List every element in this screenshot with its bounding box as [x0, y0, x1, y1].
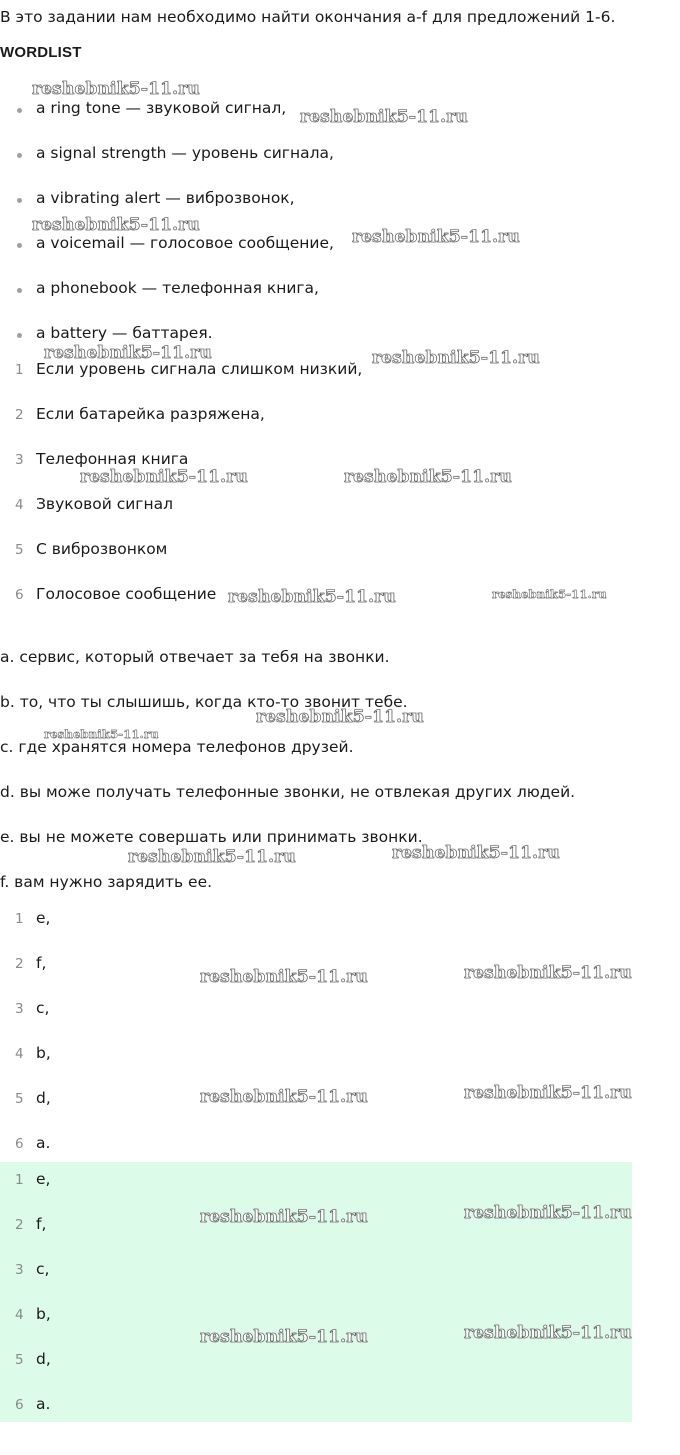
watermark: reshebnik5-11.ru [44, 343, 212, 363]
answer-item: d, [36, 1350, 51, 1368]
list-number: 1 [15, 1172, 24, 1188]
answer-item: f, [36, 954, 47, 972]
sentence-item: Телефонная книга [36, 450, 189, 468]
wordlist-item: a phonebook — телефонная книга, [36, 279, 319, 297]
bullet-icon [17, 153, 22, 158]
wordlist-item: a voicemail — голосовое сообщение, [36, 234, 334, 252]
watermark: reshebnik5-11.ru [32, 215, 200, 235]
list-number: 5 [15, 542, 24, 558]
wordlist-item: a battery — баттарея. [36, 324, 213, 342]
bullet-icon [17, 243, 22, 248]
watermark: reshebnik5-11.ru [200, 1327, 368, 1347]
ending-item: c. где хранятся номера телефонов друзей. [0, 738, 354, 756]
watermark: reshebnik5-11.ru [200, 967, 368, 987]
watermark: reshebnik5-11.ru [256, 707, 424, 727]
answer-item: a. [36, 1134, 51, 1152]
wordlist-item: a signal strength — уровень сигнала, [36, 144, 334, 162]
watermark: reshebnik5-11.ru [352, 227, 520, 247]
answer-item: e, [36, 1170, 51, 1188]
list-number: 2 [15, 407, 24, 423]
list-number: 3 [15, 452, 24, 468]
list-number: 6 [15, 1136, 24, 1152]
answer-item: e, [36, 909, 51, 927]
watermark: reshebnik5-11.ru [200, 1207, 368, 1227]
sentence-item: Звуковой сигнал [36, 495, 173, 513]
answer-item: a. [36, 1395, 51, 1413]
list-number: 2 [15, 1217, 24, 1233]
wordlist-heading: WORDLIST [0, 44, 82, 61]
watermark: reshebnik5-11.ru [464, 1323, 632, 1343]
ending-item: e. вы не можете совершать или принимать звонки. [0, 828, 423, 846]
sentence-item: С виброзвонком [36, 540, 168, 558]
watermark: reshebnik5-11.ru [492, 587, 607, 601]
answer-item: d, [36, 1089, 51, 1107]
list-number: 2 [15, 956, 24, 972]
ending-item: f. вам нужно зарядить ее. [0, 873, 213, 891]
watermark: reshebnik5-11.ru [228, 587, 396, 607]
sentence-item: Если уровень сигнала слишком низкий, [36, 360, 363, 378]
ending-item: b. то, что ты слышишь, когда кто-то звонит тебе. [0, 693, 408, 711]
list-number: 6 [15, 1397, 24, 1413]
watermark: reshebnik5-11.ru [32, 79, 200, 99]
answer-item: c, [36, 1260, 50, 1278]
watermark: reshebnik5-11.ru [44, 727, 159, 741]
list-number: 5 [15, 1352, 24, 1368]
bullet-icon [17, 198, 22, 203]
wordlist-item: a vibrating alert — виброзвонок, [36, 189, 295, 207]
watermark: reshebnik5-11.ru [392, 843, 560, 863]
sentence-item: Если батарейка разряжена, [36, 405, 265, 423]
list-number: 3 [15, 1001, 24, 1017]
watermark: reshebnik5-11.ru [200, 1087, 368, 1107]
watermark: reshebnik5-11.ru [300, 107, 468, 127]
bullet-icon [17, 288, 22, 293]
ending-item: d. вы може получать телефонные звонки, не отвлекая других людей. [0, 783, 576, 801]
list-number: 4 [15, 1046, 24, 1062]
list-number: 3 [15, 1262, 24, 1278]
watermark: reshebnik5-11.ru [464, 1203, 632, 1223]
watermark: reshebnik5-11.ru [464, 1083, 632, 1103]
watermark: reshebnik5-11.ru [128, 847, 296, 867]
ending-item: a. сервис, который отвечает за тебя на звонки. [0, 648, 390, 666]
answer-item: b, [36, 1044, 51, 1062]
watermark: reshebnik5-11.ru [464, 963, 632, 983]
list-number: 1 [15, 362, 24, 378]
sentence-item: Голосовое сообщение [36, 585, 217, 603]
list-number: 6 [15, 587, 24, 603]
watermark: reshebnik5-11.ru [80, 467, 248, 487]
watermark: reshebnik5-11.ru [372, 348, 540, 368]
watermark: reshebnik5-11.ru [344, 467, 512, 487]
answer-item: c, [36, 999, 50, 1017]
answer-item: f, [36, 1215, 47, 1233]
list-number: 1 [15, 911, 24, 927]
list-number: 5 [15, 1091, 24, 1107]
wordlist-item: a ring tone — звуковой сигнал, [36, 99, 287, 117]
highlighted-answer-panel [0, 1162, 632, 1422]
bullet-icon [17, 333, 22, 338]
bullet-icon [17, 108, 22, 113]
list-number: 4 [15, 1307, 24, 1323]
answer-item: b, [36, 1305, 51, 1323]
list-number: 4 [15, 497, 24, 513]
intro-text: В это задании нам необходимо найти окончания a-f для предложений 1-6. [0, 8, 616, 26]
